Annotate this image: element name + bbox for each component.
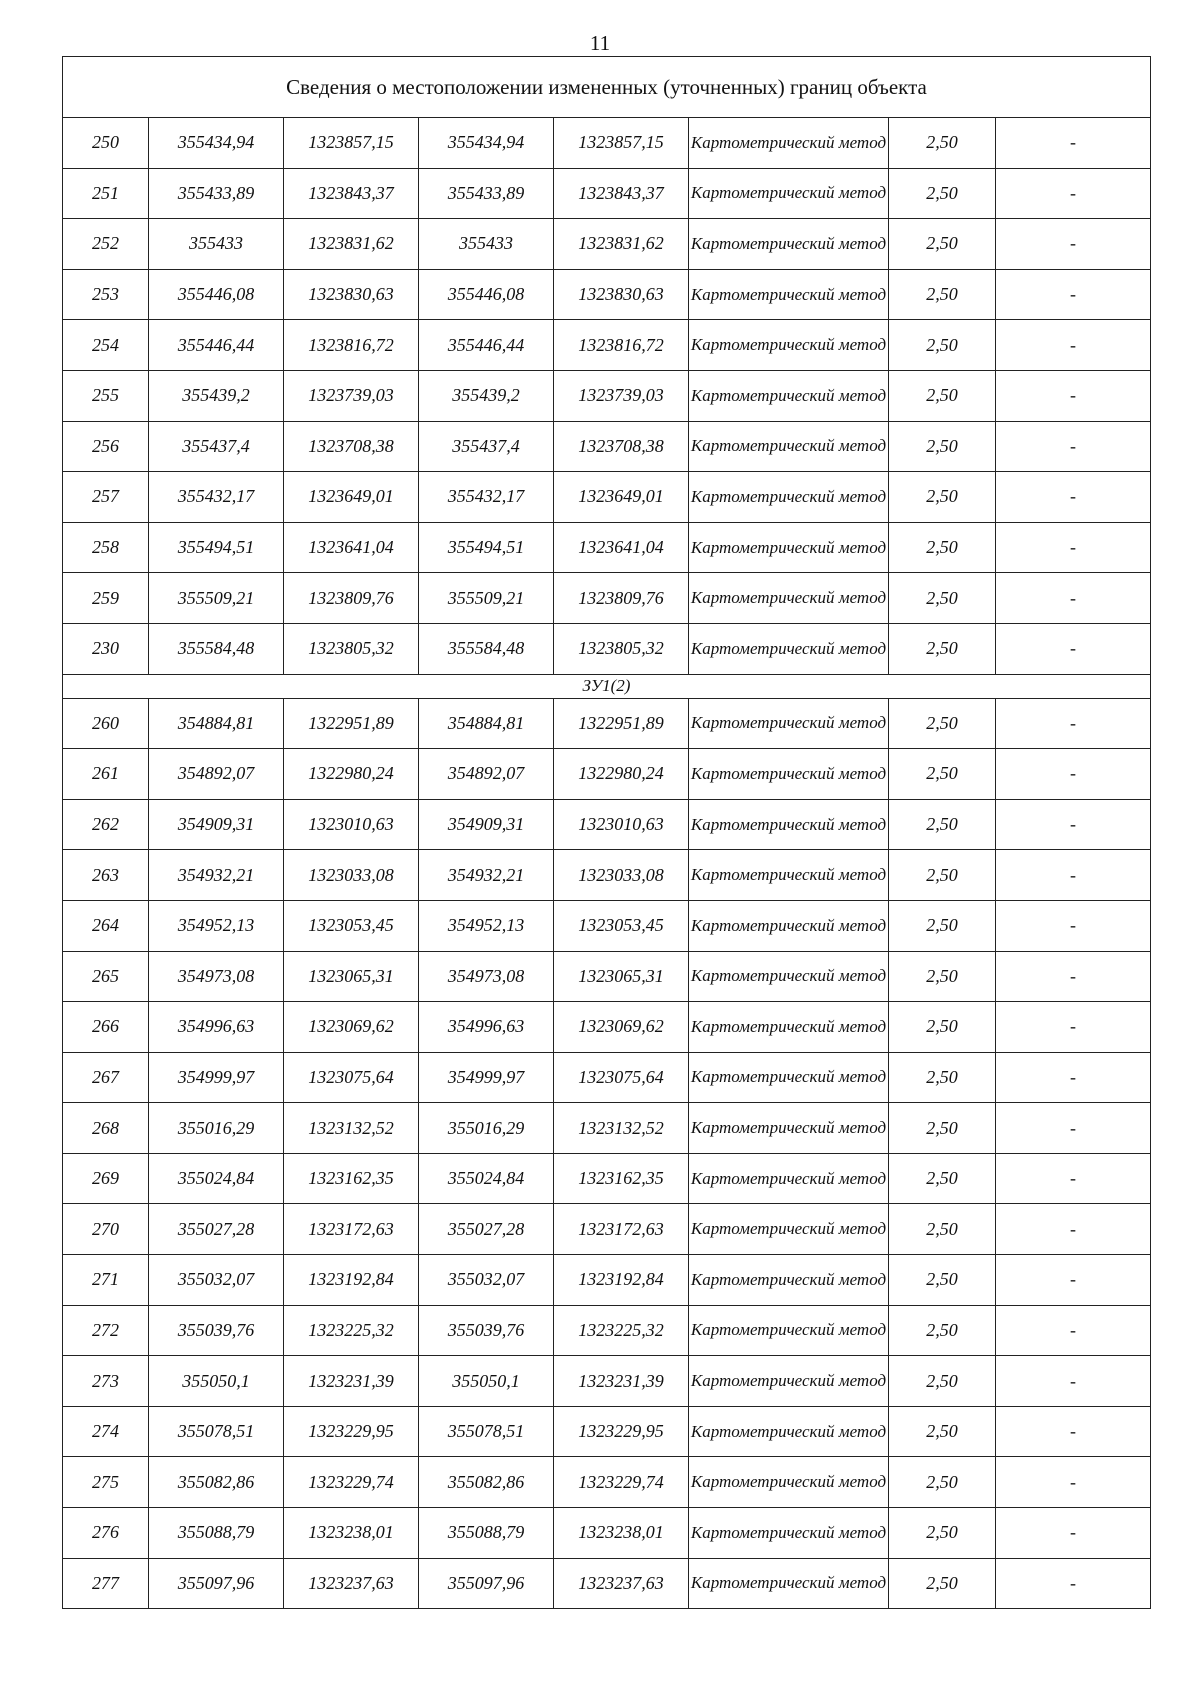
new-x-cell: 355437,4	[419, 421, 554, 472]
method-cell: Картометрический метод	[689, 749, 889, 800]
point-number-cell: 276	[63, 1508, 149, 1559]
accuracy-cell: 2,50	[889, 951, 996, 1002]
method-cell: Картометрический метод	[689, 522, 889, 573]
note-cell: -	[996, 522, 1151, 573]
existing-y-cell: 1323641,04	[284, 522, 419, 573]
table-row	[63, 1508, 1151, 1559]
method-cell: Картометрический метод	[689, 850, 889, 901]
existing-x-cell: 355434,94	[149, 118, 284, 169]
existing-x-cell: 355050,1	[149, 1356, 284, 1407]
existing-x-cell: 355039,76	[149, 1305, 284, 1356]
existing-y-cell: 1323739,03	[284, 370, 419, 421]
new-x-cell: 354952,13	[419, 900, 554, 951]
existing-x-cell: 354932,21	[149, 850, 284, 901]
point-number-cell: 253	[63, 269, 149, 320]
method-cell: Картометрический метод	[689, 219, 889, 270]
new-y-cell: 1323649,01	[554, 472, 689, 523]
point-number-cell: 256	[63, 421, 149, 472]
existing-y-cell: 1323237,63	[284, 1558, 419, 1609]
new-x-cell: 354996,63	[419, 1002, 554, 1053]
table-row	[63, 472, 1151, 523]
method-cell: Картометрический метод	[689, 1255, 889, 1306]
existing-y-cell: 1323238,01	[284, 1508, 419, 1559]
accuracy-cell: 2,50	[889, 1002, 996, 1053]
new-x-cell: 355032,07	[419, 1255, 554, 1306]
accuracy-cell: 2,50	[889, 1457, 996, 1508]
point-number-cell: 230	[63, 623, 149, 674]
accuracy-cell: 2,50	[889, 472, 996, 523]
new-x-cell: 355088,79	[419, 1508, 554, 1559]
accuracy-cell: 2,50	[889, 1153, 996, 1204]
new-y-cell: 1323237,63	[554, 1558, 689, 1609]
new-y-cell: 1323053,45	[554, 900, 689, 951]
new-x-cell: 355016,29	[419, 1103, 554, 1154]
section-header-row	[63, 674, 1151, 698]
note-cell: -	[996, 573, 1151, 624]
existing-x-cell: 355016,29	[149, 1103, 284, 1154]
table-row	[63, 749, 1151, 800]
new-x-cell: 355082,86	[419, 1457, 554, 1508]
existing-x-cell: 355509,21	[149, 573, 284, 624]
new-x-cell: 354999,97	[419, 1052, 554, 1103]
new-y-cell: 1323065,31	[554, 951, 689, 1002]
new-y-cell: 1323739,03	[554, 370, 689, 421]
method-cell: Картометрический метод	[689, 698, 889, 749]
existing-x-cell: 354996,63	[149, 1002, 284, 1053]
table-row	[63, 421, 1151, 472]
new-y-cell: 1323132,52	[554, 1103, 689, 1154]
existing-x-cell: 355078,51	[149, 1406, 284, 1457]
new-y-cell: 1323172,63	[554, 1204, 689, 1255]
point-number-cell: 250	[63, 118, 149, 169]
table-row	[63, 951, 1151, 1002]
accuracy-cell: 2,50	[889, 1558, 996, 1609]
table-row	[63, 219, 1151, 270]
existing-x-cell: 354909,31	[149, 799, 284, 850]
point-number-cell: 270	[63, 1204, 149, 1255]
accuracy-cell: 2,50	[889, 900, 996, 951]
table-row	[63, 320, 1151, 371]
point-number-cell: 257	[63, 472, 149, 523]
table-row	[63, 1002, 1151, 1053]
existing-x-cell: 355024,84	[149, 1153, 284, 1204]
new-x-cell: 355433,89	[419, 168, 554, 219]
note-cell: -	[996, 900, 1151, 951]
point-number-cell: 261	[63, 749, 149, 800]
table-row	[63, 1406, 1151, 1457]
existing-y-cell: 1322951,89	[284, 698, 419, 749]
table-row	[63, 118, 1151, 169]
note-cell: -	[996, 1103, 1151, 1154]
table-row	[63, 522, 1151, 573]
method-cell: Картометрический метод	[689, 951, 889, 1002]
note-cell: -	[996, 421, 1151, 472]
note-cell: -	[996, 1457, 1151, 1508]
existing-x-cell: 354973,08	[149, 951, 284, 1002]
new-y-cell: 1323192,84	[554, 1255, 689, 1306]
point-number-cell: 273	[63, 1356, 149, 1407]
accuracy-cell: 2,50	[889, 168, 996, 219]
table-row	[63, 1558, 1151, 1609]
accuracy-cell: 2,50	[889, 799, 996, 850]
method-cell: Картометрический метод	[689, 1356, 889, 1407]
point-number-cell: 267	[63, 1052, 149, 1103]
table-row	[63, 168, 1151, 219]
point-number-cell: 269	[63, 1153, 149, 1204]
new-x-cell: 354973,08	[419, 951, 554, 1002]
new-y-cell: 1323162,35	[554, 1153, 689, 1204]
existing-y-cell: 1323649,01	[284, 472, 419, 523]
accuracy-cell: 2,50	[889, 370, 996, 421]
existing-y-cell: 1323033,08	[284, 850, 419, 901]
new-x-cell: 355439,2	[419, 370, 554, 421]
point-number-cell: 266	[63, 1002, 149, 1053]
method-cell: Картометрический метод	[689, 799, 889, 850]
method-cell: Картометрический метод	[689, 573, 889, 624]
point-number-cell: 251	[63, 168, 149, 219]
existing-y-cell: 1323805,32	[284, 623, 419, 674]
new-x-cell: 355584,48	[419, 623, 554, 674]
new-y-cell: 1323069,62	[554, 1002, 689, 1053]
note-cell: -	[996, 799, 1151, 850]
existing-y-cell: 1323843,37	[284, 168, 419, 219]
note-cell: -	[996, 472, 1151, 523]
existing-x-cell: 355433	[149, 219, 284, 270]
existing-x-cell: 355446,08	[149, 269, 284, 320]
existing-y-cell: 1323225,32	[284, 1305, 419, 1356]
existing-y-cell: 1323069,62	[284, 1002, 419, 1053]
existing-y-cell: 1323857,15	[284, 118, 419, 169]
existing-x-cell: 355437,4	[149, 421, 284, 472]
new-y-cell: 1323830,63	[554, 269, 689, 320]
table-row	[63, 1204, 1151, 1255]
note-cell: -	[996, 1052, 1151, 1103]
accuracy-cell: 2,50	[889, 698, 996, 749]
existing-x-cell: 355584,48	[149, 623, 284, 674]
new-y-cell: 1323229,74	[554, 1457, 689, 1508]
table-row	[63, 698, 1151, 749]
point-number-cell: 268	[63, 1103, 149, 1154]
method-cell: Картометрический метод	[689, 118, 889, 169]
existing-x-cell: 355494,51	[149, 522, 284, 573]
existing-x-cell: 354892,07	[149, 749, 284, 800]
accuracy-cell: 2,50	[889, 850, 996, 901]
note-cell: -	[996, 1002, 1151, 1053]
boundary-coordinates-table	[62, 56, 1151, 1609]
existing-y-cell: 1323830,63	[284, 269, 419, 320]
method-cell: Картометрический метод	[689, 1052, 889, 1103]
note-cell: -	[996, 1153, 1151, 1204]
new-y-cell: 1322951,89	[554, 698, 689, 749]
accuracy-cell: 2,50	[889, 269, 996, 320]
new-x-cell: 355097,96	[419, 1558, 554, 1609]
point-number-cell: 254	[63, 320, 149, 371]
existing-x-cell: 355433,89	[149, 168, 284, 219]
new-y-cell: 1323225,32	[554, 1305, 689, 1356]
point-number-cell: 262	[63, 799, 149, 850]
table-title: Сведения о местоположении измененных (уточненных) границ объекта	[63, 57, 1151, 118]
note-cell: -	[996, 749, 1151, 800]
existing-y-cell: 1323231,39	[284, 1356, 419, 1407]
accuracy-cell: 2,50	[889, 1508, 996, 1559]
accuracy-cell: 2,50	[889, 1305, 996, 1356]
new-x-cell: 354892,07	[419, 749, 554, 800]
new-y-cell: 1323229,95	[554, 1406, 689, 1457]
accuracy-cell: 2,50	[889, 1406, 996, 1457]
method-cell: Картометрический метод	[689, 1406, 889, 1457]
new-y-cell: 1322980,24	[554, 749, 689, 800]
point-number-cell: 271	[63, 1255, 149, 1306]
new-y-cell: 1323231,39	[554, 1356, 689, 1407]
table-row	[63, 1153, 1151, 1204]
new-y-cell: 1323708,38	[554, 421, 689, 472]
existing-x-cell: 355097,96	[149, 1558, 284, 1609]
point-number-cell: 275	[63, 1457, 149, 1508]
note-cell: -	[996, 1508, 1151, 1559]
note-cell: -	[996, 951, 1151, 1002]
existing-x-cell: 355082,86	[149, 1457, 284, 1508]
existing-y-cell: 1323053,45	[284, 900, 419, 951]
table-body	[63, 57, 1151, 1609]
new-x-cell: 355078,51	[419, 1406, 554, 1457]
note-cell: -	[996, 850, 1151, 901]
table-row	[63, 799, 1151, 850]
method-cell: Картометрический метод	[689, 168, 889, 219]
new-x-cell: 355039,76	[419, 1305, 554, 1356]
new-x-cell: 355432,17	[419, 472, 554, 523]
method-cell: Картометрический метод	[689, 1508, 889, 1559]
note-cell: -	[996, 1305, 1151, 1356]
note-cell: -	[996, 118, 1151, 169]
table-row	[63, 370, 1151, 421]
section-label: ЗУ1(2)	[63, 674, 1151, 698]
existing-x-cell: 354999,97	[149, 1052, 284, 1103]
new-x-cell: 354909,31	[419, 799, 554, 850]
existing-y-cell: 1323065,31	[284, 951, 419, 1002]
point-number-cell: 258	[63, 522, 149, 573]
new-x-cell: 355434,94	[419, 118, 554, 169]
method-cell: Картометрический метод	[689, 1305, 889, 1356]
table-row	[63, 1255, 1151, 1306]
existing-y-cell: 1323075,64	[284, 1052, 419, 1103]
new-x-cell: 355024,84	[419, 1153, 554, 1204]
point-number-cell: 264	[63, 900, 149, 951]
existing-y-cell: 1323132,52	[284, 1103, 419, 1154]
new-x-cell: 355446,08	[419, 269, 554, 320]
new-x-cell: 355050,1	[419, 1356, 554, 1407]
point-number-cell: 274	[63, 1406, 149, 1457]
existing-y-cell: 1323162,35	[284, 1153, 419, 1204]
method-cell: Картометрический метод	[689, 370, 889, 421]
accuracy-cell: 2,50	[889, 1356, 996, 1407]
point-number-cell: 263	[63, 850, 149, 901]
new-y-cell: 1323641,04	[554, 522, 689, 573]
method-cell: Картометрический метод	[689, 623, 889, 674]
method-cell: Картометрический метод	[689, 1204, 889, 1255]
accuracy-cell: 2,50	[889, 573, 996, 624]
accuracy-cell: 2,50	[889, 522, 996, 573]
new-x-cell: 354884,81	[419, 698, 554, 749]
table-row	[63, 1103, 1151, 1154]
point-number-cell: 255	[63, 370, 149, 421]
existing-x-cell: 354884,81	[149, 698, 284, 749]
existing-x-cell: 355432,17	[149, 472, 284, 523]
note-cell: -	[996, 370, 1151, 421]
table-row	[63, 900, 1151, 951]
accuracy-cell: 2,50	[889, 1103, 996, 1154]
method-cell: Картометрический метод	[689, 421, 889, 472]
table-row	[63, 623, 1151, 674]
existing-y-cell: 1323192,84	[284, 1255, 419, 1306]
table-row	[63, 269, 1151, 320]
new-y-cell: 1323809,76	[554, 573, 689, 624]
new-x-cell: 355433	[419, 219, 554, 270]
note-cell: -	[996, 219, 1151, 270]
note-cell: -	[996, 623, 1151, 674]
point-number-cell: 252	[63, 219, 149, 270]
method-cell: Картометрический метод	[689, 900, 889, 951]
new-x-cell: 354932,21	[419, 850, 554, 901]
table-row	[63, 1457, 1151, 1508]
existing-y-cell: 1323010,63	[284, 799, 419, 850]
existing-y-cell: 1323809,76	[284, 573, 419, 624]
existing-y-cell: 1323229,95	[284, 1406, 419, 1457]
note-cell: -	[996, 1406, 1151, 1457]
existing-y-cell: 1323831,62	[284, 219, 419, 270]
accuracy-cell: 2,50	[889, 623, 996, 674]
title-row	[63, 57, 1151, 118]
new-x-cell: 355027,28	[419, 1204, 554, 1255]
existing-x-cell: 355088,79	[149, 1508, 284, 1559]
existing-y-cell: 1323816,72	[284, 320, 419, 371]
existing-x-cell: 355446,44	[149, 320, 284, 371]
method-cell: Картометрический метод	[689, 320, 889, 371]
new-y-cell: 1323010,63	[554, 799, 689, 850]
table-row	[63, 1305, 1151, 1356]
note-cell: -	[996, 698, 1151, 749]
point-number-cell: 272	[63, 1305, 149, 1356]
note-cell: -	[996, 1204, 1151, 1255]
new-y-cell: 1323816,72	[554, 320, 689, 371]
existing-x-cell: 355027,28	[149, 1204, 284, 1255]
point-number-cell: 277	[63, 1558, 149, 1609]
note-cell: -	[996, 1356, 1151, 1407]
method-cell: Картометрический метод	[689, 1558, 889, 1609]
table-row	[63, 573, 1151, 624]
existing-x-cell: 355439,2	[149, 370, 284, 421]
method-cell: Картометрический метод	[689, 1002, 889, 1053]
accuracy-cell: 2,50	[889, 1255, 996, 1306]
accuracy-cell: 2,50	[889, 1204, 996, 1255]
point-number-cell: 265	[63, 951, 149, 1002]
accuracy-cell: 2,50	[889, 219, 996, 270]
accuracy-cell: 2,50	[889, 1052, 996, 1103]
existing-y-cell: 1323172,63	[284, 1204, 419, 1255]
table-row	[63, 1356, 1151, 1407]
existing-x-cell: 355032,07	[149, 1255, 284, 1306]
existing-x-cell: 354952,13	[149, 900, 284, 951]
note-cell: -	[996, 269, 1151, 320]
existing-y-cell: 1323708,38	[284, 421, 419, 472]
new-y-cell: 1323075,64	[554, 1052, 689, 1103]
point-number-cell: 260	[63, 698, 149, 749]
method-cell: Картометрический метод	[689, 1457, 889, 1508]
table-row	[63, 1052, 1151, 1103]
method-cell: Картометрический метод	[689, 1153, 889, 1204]
note-cell: -	[996, 320, 1151, 371]
method-cell: Картометрический метод	[689, 472, 889, 523]
new-y-cell: 1323843,37	[554, 168, 689, 219]
new-y-cell: 1323831,62	[554, 219, 689, 270]
note-cell: -	[996, 168, 1151, 219]
accuracy-cell: 2,50	[889, 118, 996, 169]
new-y-cell: 1323238,01	[554, 1508, 689, 1559]
page-number: 11	[589, 31, 611, 55]
new-x-cell: 355446,44	[419, 320, 554, 371]
accuracy-cell: 2,50	[889, 749, 996, 800]
new-y-cell: 1323857,15	[554, 118, 689, 169]
note-cell: -	[996, 1255, 1151, 1306]
point-number-cell: 259	[63, 573, 149, 624]
method-cell: Картометрический метод	[689, 1103, 889, 1154]
new-y-cell: 1323805,32	[554, 623, 689, 674]
new-x-cell: 355494,51	[419, 522, 554, 573]
existing-y-cell: 1323229,74	[284, 1457, 419, 1508]
accuracy-cell: 2,50	[889, 320, 996, 371]
new-y-cell: 1323033,08	[554, 850, 689, 901]
existing-y-cell: 1322980,24	[284, 749, 419, 800]
new-x-cell: 355509,21	[419, 573, 554, 624]
method-cell: Картометрический метод	[689, 269, 889, 320]
table-row	[63, 850, 1151, 901]
accuracy-cell: 2,50	[889, 421, 996, 472]
note-cell: -	[996, 1558, 1151, 1609]
